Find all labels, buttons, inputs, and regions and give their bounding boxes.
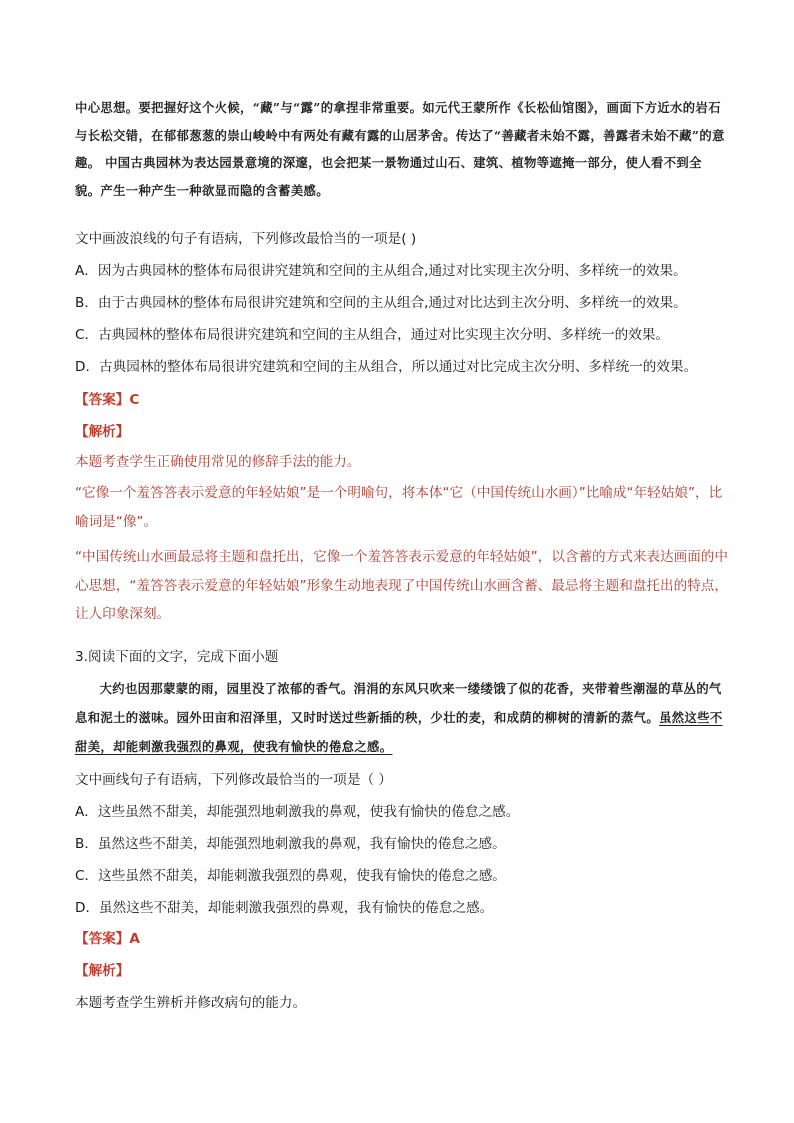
question-1-option-d: D．古典园林的整体布局很讲究建筑和空间的主从组合，所以通过对比完成主次分明、多样统一的效果。 xyxy=(75,359,698,375)
passage-1 xyxy=(75,94,725,204)
answer-tag: 【答案】 xyxy=(75,931,130,947)
question-3-title: 3.阅读下面的文字，完成下面小题 xyxy=(75,649,279,665)
question-1-analysis-p2: “中国传统山水画最忌将主题和盘托出，它像一个羞答答表示爱意的年轻姑娘”，以含蓄的方式来表达画面的中心思想，“羞答答表示爱意的年轻姑娘”形象生动地表现了中国传统山水画含蓄、最忌将主题和盘托出的特点，让人印象深刻。 xyxy=(75,549,728,622)
passage-3-text: 大约也因那蒙蒙的雨，园里没了浓郁的香气。涓涓的东风只吹来一缕缕饿了似的花香，夹带着些潮湿的草丛的气息和泥土的滋味。园外田亩和沼泽里，又时时送过些新插的秧，少壮的麦，和成荫的柳树的清新的蒸气。 xyxy=(75,681,722,725)
question-1-answer xyxy=(75,384,725,416)
question-1-option-b: B．由于古典园林的整体布局很讲究建筑和空间的主从组合,通过对比达到主次分明、多样统一的效果。 xyxy=(75,295,687,311)
analysis-tag: 【解析】 xyxy=(75,963,130,979)
question-3-stem: 文中画线句子有语病，下列修改最恰当的一项是（ ） xyxy=(75,772,392,788)
analysis-tag: 【解析】 xyxy=(75,424,130,440)
passage-1-text: 中心思想。要把握好这个火候，“藏”与“露”的拿捏非常重要。如元代王蒙所作《长松仙馆图》，画面下方近水的岩石与长松交错，在郁郁葱葱的崇山峻岭中有两处有藏有露的山居茅舍。传达了“善藏者未始不露，善露者未始不藏”的意趣。 中国古典园林为表达园景意境的深邃，也会把某一景物通过山石、建筑、植物等遮掩一部分，使人看不到全貌。产生一种产生一种欲显而隐的含蓄美感。 xyxy=(75,100,725,198)
question-3-option-c: C．这些虽然不甜美，却能刺激我强烈的鼻观，使我有愉快的倦怠之感。 xyxy=(75,868,506,884)
question-1-analysis-p1: “它像一个羞答答表示爱意的年轻姑娘”是一个明喻句，将本体“它（中国传统山水画）”比喻成“年轻姑娘”，比喻词是“像”。 xyxy=(75,485,723,530)
question-1-option-c: C．古典园林的整体布局很讲究建筑和空间的主从组合，通过对比实现主次分明、多样统一的效果。 xyxy=(75,327,670,343)
answer-tag: 【答案】 xyxy=(75,392,130,408)
question-1-analysis-intro: 本题考查学生正确使用常见的修辞手法的能力。 xyxy=(75,454,361,470)
question-3-option-a: A．这些虽然不甜美，却能强烈地刺激我的鼻观，使我有愉快的倦怠之感。 xyxy=(75,804,520,820)
passage-3 xyxy=(75,674,723,761)
question-1-stem: 文中画波浪线的句子有语病，下列修改最恰当的一项是( ) xyxy=(75,231,417,247)
underlined-sentence: 虽然这些不甜美，却能刺激我强烈的鼻观，使我有愉快的倦怠之感。 xyxy=(75,710,723,754)
question-1-option-a: A．因为古典园林的整体布局很讲究建筑和空间的主从组合,通过对比实现主次分明、多样统一的效果。 xyxy=(75,263,687,279)
question-1-analysis-tag xyxy=(75,416,725,448)
question-3-option-b: B．虽然这些不甜美，却能强烈地刺激我的鼻观，我有愉快的倦怠之感。 xyxy=(75,836,506,852)
question-3-option-d: D．虽然这些不甜美，却能刺激我强烈的鼻观，我有愉快的倦怠之感。 xyxy=(75,900,494,916)
answer-value: A xyxy=(129,931,140,947)
answer-value: C xyxy=(129,392,140,408)
question-3-analysis-tag xyxy=(75,955,725,987)
question-3-analysis-intro: 本题考查学生辨析并修改病句的能力。 xyxy=(75,995,307,1011)
question-3-answer xyxy=(75,923,725,955)
